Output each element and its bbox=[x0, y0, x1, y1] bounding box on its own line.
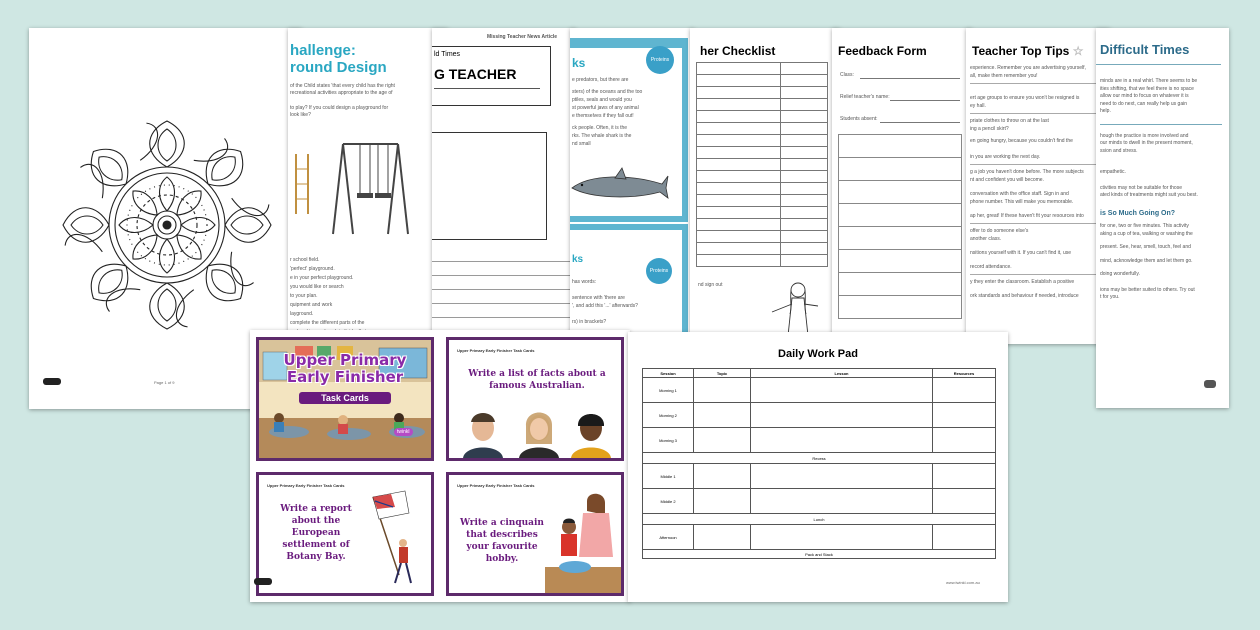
swing-set-illustration bbox=[288, 134, 428, 244]
checklist-row bbox=[697, 159, 828, 171]
work-pad-table bbox=[642, 368, 996, 559]
feedback-class-label: Class: bbox=[840, 72, 854, 78]
proteins-badge: Proteins bbox=[646, 46, 674, 74]
teacher-illustration bbox=[760, 276, 820, 340]
teacher-checklist-page bbox=[690, 28, 840, 340]
difficult-times-page bbox=[1096, 28, 1229, 408]
twinkl-logo-cards bbox=[254, 578, 272, 585]
row-recess: Recess bbox=[643, 453, 996, 464]
difficult-title: Difficult Times bbox=[1100, 42, 1190, 57]
checklist-row bbox=[697, 135, 828, 147]
work-pad-title: Daily Work Pad bbox=[778, 348, 858, 360]
row-morning-3: Morning 3 bbox=[643, 428, 694, 453]
task-card-famous-australian: Upper Primary Early Finisher Task Cards Write a list of facts about a famous Australian. bbox=[446, 337, 624, 461]
playground-title: hallenge: round Design bbox=[290, 42, 387, 76]
checklist-row bbox=[697, 147, 828, 159]
task-card-cover bbox=[256, 337, 434, 461]
row-pack-and-stack: Pack and Stack bbox=[643, 550, 996, 559]
checklist-row bbox=[697, 99, 828, 111]
checklist-row bbox=[697, 243, 828, 255]
checklist-table bbox=[696, 62, 828, 267]
checklist-row bbox=[697, 75, 828, 87]
difficult-subheading: is So Much Going On? bbox=[1100, 209, 1176, 217]
work-pad-site: www.twinkl.com.au bbox=[946, 580, 980, 585]
card2-prompt: Write a report about the European settlement of Botany Bay. bbox=[280, 504, 352, 562]
feedback-absent-label: Students absent: bbox=[840, 116, 878, 122]
checklist-row bbox=[697, 231, 828, 243]
card3-prompt: Write a cinquain that describes your favourite hobby. bbox=[460, 518, 544, 564]
article-photo-box bbox=[432, 132, 547, 240]
checklist-row bbox=[697, 87, 828, 99]
proteins-badge-2: Proteins bbox=[646, 258, 672, 284]
col-lesson: Lesson bbox=[751, 369, 933, 378]
page-number: Page 1 of 9 bbox=[154, 380, 175, 385]
checklist-row bbox=[697, 195, 828, 207]
tips-list: experience. Remember you are advertising yourself, all, make them remember you! ert age groups to ensure you won't be resigned is ey hall. priate clothes to throw on at the last ing a pencil skirt? en going hungry, because you couldn't find the in you are working the next day. g a job you haven't done before. The more subjects nt and confident you will become. conversation with the office staff. Sign in and phone number. This will make you memorable. ap her, great! If these haven't fit your resources into offer to do someone else's another class. nsitions yourself with it. If you can't find it, use record attendance. y they enter the classroom. Establish a positive ork standards and behaviour if needed, introduce bbox=[970, 64, 1102, 300]
row-afternoon: Afternoon bbox=[643, 525, 694, 550]
feedback-teacher-label: Relief teacher's name: bbox=[840, 94, 890, 100]
checklist-row bbox=[697, 171, 828, 183]
star-icon: ☆ bbox=[1072, 44, 1084, 58]
checklist-row bbox=[697, 111, 828, 123]
checklist-row bbox=[697, 255, 828, 267]
row-lunch: Lunch bbox=[643, 514, 996, 525]
daily-work-pad-page bbox=[628, 332, 1008, 602]
feedback-form-page bbox=[832, 28, 972, 348]
missing-teacher-article-page bbox=[432, 28, 576, 348]
playground-steps: r school field. 'perfect' playground. e in your perfect playground. you would like or search to your plan. quipment and work layground. complete the different parts of the bbox=[290, 257, 365, 326]
teacher-top-tips-page bbox=[966, 28, 1110, 344]
feedback-lines bbox=[838, 134, 962, 319]
baking-illustration bbox=[545, 487, 621, 593]
article-header: Missing Teacher News Article bbox=[487, 34, 558, 40]
checklist-title: her Checklist bbox=[700, 44, 776, 58]
checklist-row bbox=[697, 63, 828, 75]
col-resources: Resources bbox=[933, 369, 996, 378]
playground-design-page bbox=[288, 28, 448, 348]
col-topic: Topic bbox=[694, 369, 751, 378]
cover-title: Upper Primary Early Finisher bbox=[283, 351, 407, 386]
checklist-row bbox=[697, 183, 828, 195]
task-card-cinquain: Upper Primary Early Finisher Task Cards Write a cinquain that describes your favourite hobby. bbox=[446, 472, 624, 596]
shark-illustration bbox=[570, 166, 670, 206]
checklist-row bbox=[697, 123, 828, 135]
checklist-row bbox=[697, 207, 828, 219]
row-morning-1: Morning 1 bbox=[643, 378, 694, 403]
twinkl-badge: twinkl bbox=[394, 428, 413, 436]
task-cards-sheet bbox=[250, 330, 630, 602]
checklist-row bbox=[697, 219, 828, 231]
difficult-text: minds are in a real whirl. There seems to be ities shifting, that we feel there is no space allow our mind to focus on whatever it is need to do next, can really help us gain help. hough the practice is more involved and our minds to dwell in the present moment, ssion and stress. empathetic. ctivities may not be suitable for those ated kinds of treatments might suit you best. is So Much Going On? for one, two or five minutes. This activity aking a cup of tea, walking or washing the present. See, hear, smell, touch, feel and mind, acknowledge them and let them go. doing wonderfully. ions may be better suited to others. Try out t for you. bbox=[1100, 78, 1222, 302]
article-masthead: ld Times G TEACHER bbox=[432, 46, 551, 106]
checklist-signout: nd sign out bbox=[698, 282, 723, 288]
sharks-activity-area: ks has words: sentence with 'there are ', and add this '...' afterwards? rs) in brackets? bbox=[570, 230, 682, 346]
row-morning-2: Morning 2 bbox=[643, 403, 694, 428]
card1-prompt: Write a list of facts about a famous Australian. bbox=[468, 369, 606, 391]
row-middle-2: Middle 2 bbox=[643, 489, 694, 514]
twinkl-logo bbox=[43, 378, 61, 385]
playground-intro: of the Child states 'that every child has the right recreational activities appropriate to the age of to play? If you could design a playground for look like? bbox=[290, 83, 395, 118]
feedback-title: Feedback Form bbox=[838, 44, 927, 58]
col-session: Session bbox=[643, 369, 694, 378]
task-card-botany-bay: Upper Primary Early Finisher Task Cards Write a report about the European settlement of Botany Bay. bbox=[256, 472, 434, 596]
flag-explorer-illustration bbox=[363, 487, 431, 593]
sharks-reading-page bbox=[570, 28, 694, 346]
cover-subtitle: Task Cards bbox=[299, 392, 391, 404]
twinkl-logo-2 bbox=[1204, 380, 1216, 388]
row-middle-1: Middle 1 bbox=[643, 464, 694, 489]
portraits-illustration bbox=[455, 406, 615, 458]
sharks-text-area: ks e predators, but there are sters) of the oceans and the too ptiles, seals and would you st powerful jaws of any animal e themselves if they fall out! ck people. Often, it is the rks. The whale shark is the nd small bbox=[570, 48, 682, 216]
tips-title: Teacher Top Tips ☆ bbox=[972, 44, 1084, 58]
